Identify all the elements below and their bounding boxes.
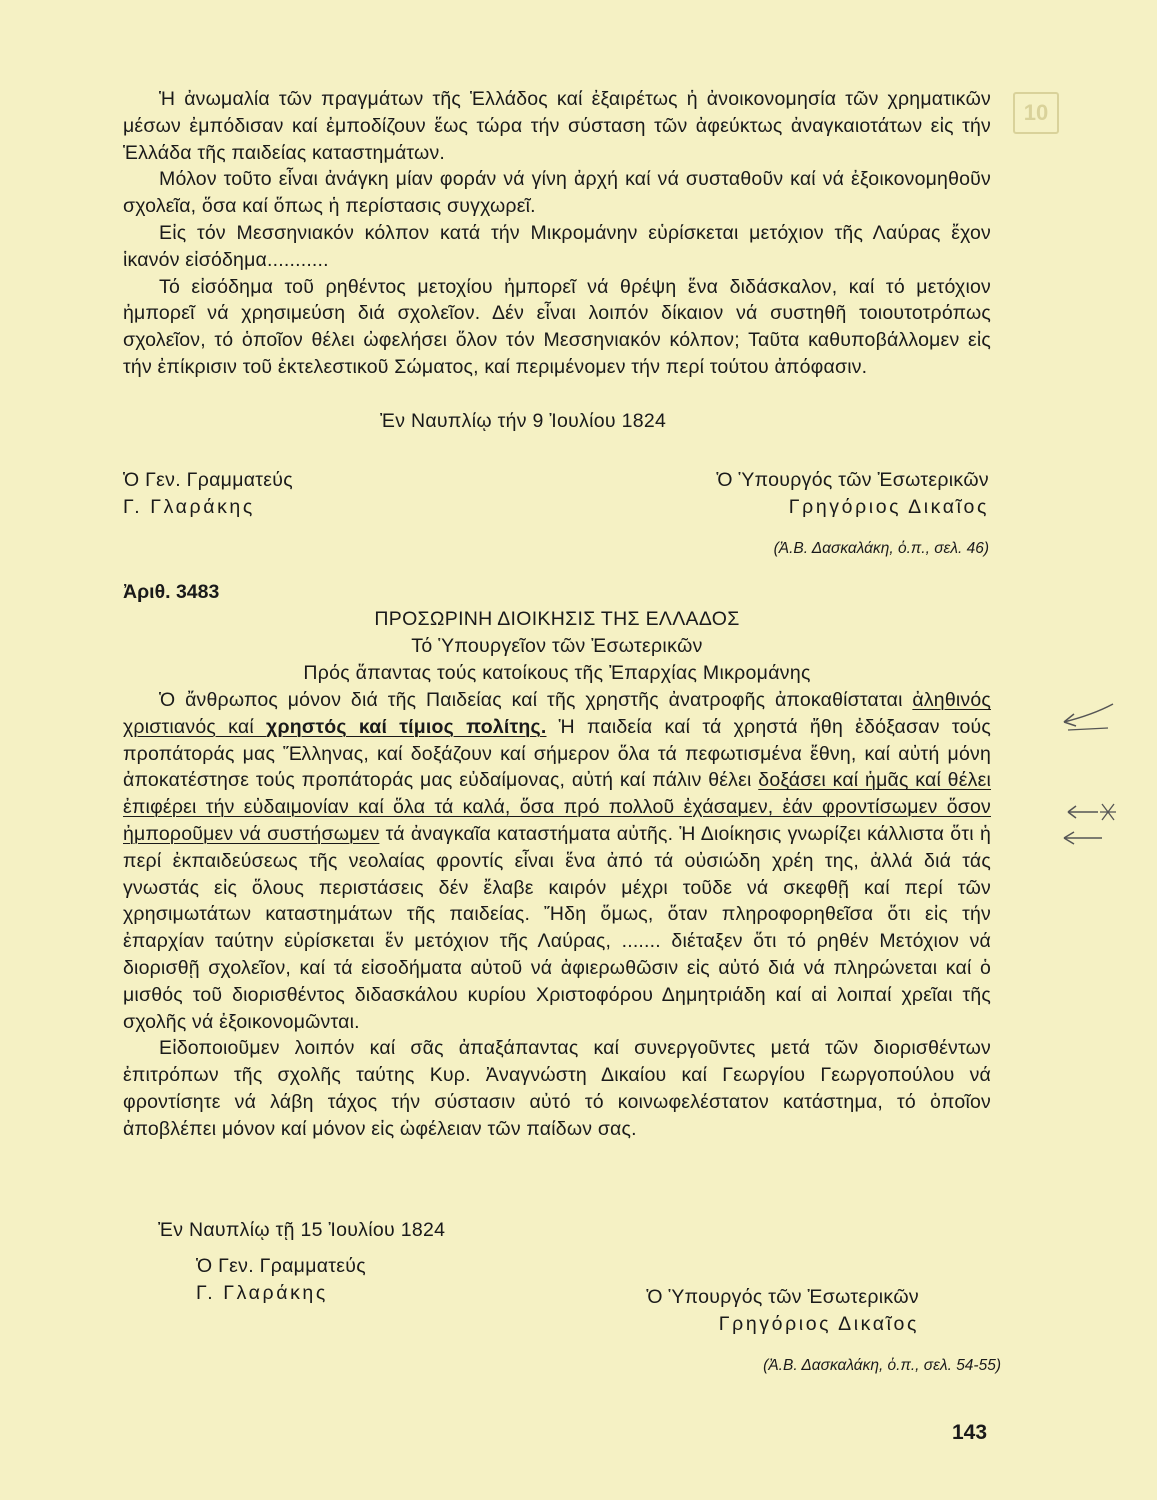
signature-name: Γρηγόριος Δικαῖος <box>788 496 989 518</box>
text-run: Ὁ ἄνθρωπος μόνον διά τῆς Παιδείας καί τῆς χρηστῆς ἀνατροφῆς ἀποκαθίσταται <box>159 689 913 711</box>
document-number: Ἀριθ. 3483 <box>123 581 220 603</box>
signature-secretary <box>123 467 293 521</box>
signature-name: Γρηγόριος Δικαῖος <box>718 1313 919 1335</box>
heading-ministry: Τό Ὑπουργεῖον τῶν Ἐσωτερικῶν <box>411 634 703 657</box>
text-run: Ἡ παιδεία καί τά χρηστά ἤθη ἐδόξασαν τούς προπάτοράς μας Ἕλληνας, καί δοξάζουν καί σήμερον ὅλα τά πεφωτισμένα ἔθνη, καί αὐτή μόνη ἀποκατέστησε τούς προπάτοράς μας εὐδαίμονας, αὐτή καί πάλιν θέλει <box>123 715 991 792</box>
margin-arrow-icon <box>1056 826 1106 850</box>
signature-title: Ὁ Ὑπουργός τῶν Ἐσωτερικῶν <box>646 1286 919 1308</box>
signature-minister <box>646 1284 919 1338</box>
signature-secretary <box>196 1253 366 1307</box>
underlined-text: δοξάσει καί ἡμᾶς καί θέλει ἐπιφέρει τήν εὐδαιμονίαν καί ὅλα τά καλά, ὅσα πρό πολλοῦ ἐχάσαμεν, ἐάν φροντίσωμεν ὅσον ἠμποροῦμεν νά συστήσωμεν <box>123 769 991 845</box>
heading-addressee: Πρός ἅπαντας τούς κατοίκους τῆς Ἐπαρχίας Μικρομάνης <box>303 661 811 684</box>
document-1-body <box>123 86 991 381</box>
document-2-body <box>123 687 991 1143</box>
place-date: Ἐν Ναυπλίῳ τήν 9 Ἰουλίου 1824 <box>380 410 667 432</box>
signature-title: Ὁ Γεν. Γραμματεύς <box>123 469 293 491</box>
margin-arrow-star-icon <box>1060 796 1120 826</box>
page-number: 143 <box>952 1421 988 1444</box>
paragraph: Εἰδοποιοῦμεν λοιπόν καί σᾶς ἀπαξάπαντας καί συνεργοῦντες μετά τῶν διορισθέντων ἐπιτρόπων τῆς σχολῆς ταύτης Κυρ. Ἀναγνώστη Δικαίου καί Γεωργίου Γεωργοπούλου νά φροντίσητε νά λάβη τάχος τήν σύστασιν αὐτό τό κοινωφελέστατον κατάστημα, τό ὁποῖον ἀποβλέπει μόνον καί μόνον εἰς ὠφέλειαν τῶν παίδων σας. <box>123 1037 991 1140</box>
signature-name: Γ. Γλαράκης <box>123 496 255 518</box>
text-run: τά ἀναγκαῖα καταστήματα αὐτῆς. Ἡ Διοίκησις γνωρίζει κάλλιστα ὅτι ἡ περί ἐκπαιδεύσεως τῆς νεολαίας φροντίς εἶναι ἕνα ἀπό τά οὐσιώδη χρέη της, ἀλλά διά τάς γνωστάς εἰς ὅλους περιστάσεις δέν ἔλαβε καιρόν μέχρι τοῦδε νά σκεφθῇ καί περί τῶν χρησιμωτάτων καταστημάτων τῆς παιδείας. Ἤδη ὅμως, ὅταν πληροφορηθεῖσα ὅτι εἰς τήν ἐπαρχίαν ταύτην εὑρίσκεται ἕν μετόχιον τῆς Λαύρας, ....... διέταξεν ὅτι τό ρηθέν Μετόχιον νά διορισθῇ σχολεῖον, καί τά εἰσοδήματα αὐτοῦ νά ἀφιερωθῶσιν εἰς αὐτό διά νά πληρώνεται καί ὁ μισθός τοῦ διορισθέντος διδασκάλου κυρίου Χριστοφόρου Δημητριάδη καί αἱ λοιπαί χρεῖαι τῆς σχολῆς νά ἐξοικονομῶνται. <box>123 822 992 1033</box>
document-2-header <box>123 606 991 686</box>
paragraph <box>123 687 991 1035</box>
place-date: Ἐν Ναυπλίῳ τῇ 15 Ἰουλίου 1824 <box>158 1219 446 1241</box>
paragraph: Ἡ ἀνωμαλία τῶν πραγμάτων τῆς Ἑλλάδος καί ἐξαιρέτως ἡ ἀνοικονομησία τῶν χρηματικῶν μέσων ἐμπόδισαν καί ἐμποδίζουν ἕως τώρα τήν σύσταση τῶν ἀφεύκτως ἀναγκαιοτάτων εἰς τήν Ἑλλάδα τῆς παιδείας καταστημάτων. <box>123 88 991 164</box>
heading-government: ΠΡΟΣΩΡΙΝΗ ΔΙΟΙΚΗΣΙΣ ΤΗΣ ΕΛΛΑΔΟΣ <box>374 608 740 630</box>
signature-title: Ὁ Γεν. Γραμματεύς <box>196 1255 366 1277</box>
signature-minister <box>716 467 989 521</box>
margin-tab: 10 <box>1013 92 1059 134</box>
source-citation: (Ἀ.Β. Δασκαλάκη, ὁ.π., σελ. 54-55) <box>763 1357 1001 1374</box>
margin-arrow-icon <box>1058 698 1118 734</box>
paragraph: Τό εἰσόδημα τοῦ ρηθέντος μετοχίου ἠμπορεῖ νά θρέψη ἕνα διδάσκαλον, καί τό μετόχιον ἠμπορεῖ νά χρησιμεύση διά σχολεῖον. Δέν εἶναι λοιπόν δίκαιον νά συστηθῆ τοιουτοτρόπως σχολεῖον, τό ὁποῖον θέλει ὠφελήσει ὅλον τόν Μεσσηνιακόν κόλπον; Ταῦτα καθυποβάλλομεν εἰς τήν ἐπίκρισιν τοῦ ἐκτελεστικοῦ Σώματος, καί περιμένομεν τήν περί τούτου ἀπόφασιν. <box>123 275 991 378</box>
emphasized-text: χρηστός καί τίμιος πολίτης. <box>266 715 547 738</box>
paragraph: Μόλον τοῦτο εἶναι ἀνάγκη μίαν φοράν νά γίνη ἀρχή καί νά συσταθοῦν καί νά ἐξοικονομηθοῦν σχολεῖα, ὅσα καί ὅπως ἡ περίστασις συγχωρεῖ. <box>123 168 991 218</box>
source-citation: (Ἀ.Β. Δασκαλάκη, ὁ.π., σελ. 46) <box>773 540 989 557</box>
underlined-text: ἀληθινός χριστιανός καί <box>123 689 991 738</box>
signature-name: Γ. Γλαράκης <box>196 1282 328 1304</box>
signature-title: Ὁ Ὑπουργός τῶν Ἐσωτερικῶν <box>716 469 989 491</box>
paragraph: Εἰς τόν Μεσσηνιακόν κόλπον κατά τήν Μικρομάνην εὑρίσκεται μετόχιον τῆς Λαύρας ἔχον ἱκανόν εἰσόδημα........... <box>123 221 991 271</box>
